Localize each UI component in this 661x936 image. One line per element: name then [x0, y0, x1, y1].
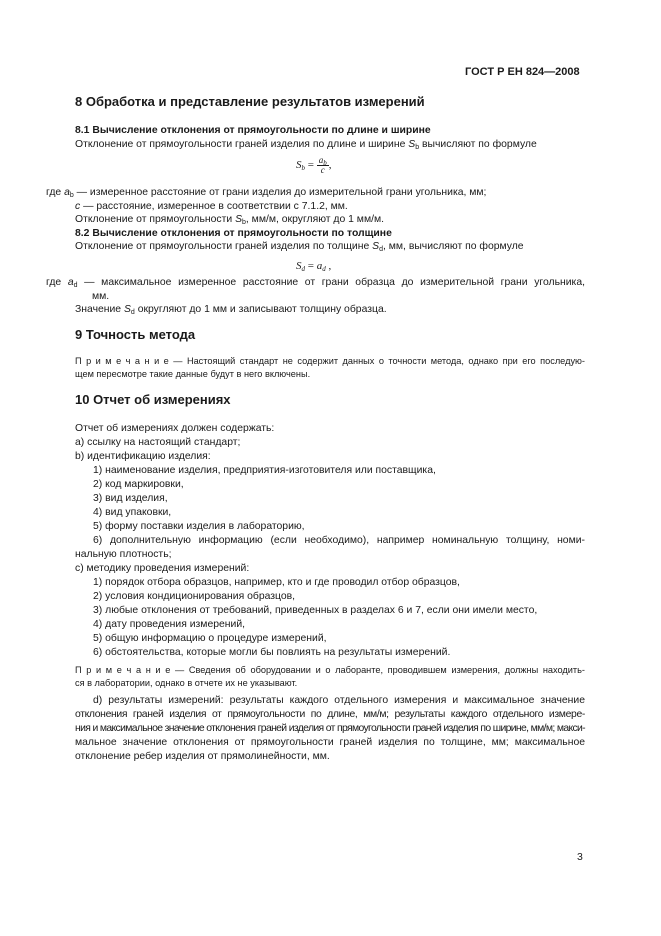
- item-c-4: 4) дату проведения измерений,: [93, 619, 246, 630]
- where-ad-cont: мм.: [92, 291, 110, 302]
- section-10-title: 10 Отчет об измерениях: [75, 392, 231, 407]
- section-8-title: 8 Обработка и представление результатов измерений: [75, 94, 425, 109]
- item-d-line-1: d) результаты измерений: результаты каждого отдельного измерения и максимальное значение: [93, 695, 585, 706]
- item-c-5: 5) общую информацию о процедуре измерений,: [93, 633, 327, 644]
- subsection-8-1-title: 8.1 Вычисление отклонения от прямоугольности по длине и ширине: [75, 125, 431, 136]
- item-b-6: 6) дополнительную информацию (если необходимо), например номинальную толщину, номи-: [93, 535, 585, 546]
- item-b-6-cont: нальную плотность;: [75, 549, 172, 560]
- item-b-3: 3) вид изделия,: [93, 493, 168, 504]
- note-label: П р и м е ч а н и е: [75, 356, 169, 366]
- item-d-line-2: отклонения граней изделия от прямоугольности по длине, мм/м; результаты каждого отдельного измере-: [75, 709, 585, 720]
- item-a: а) ссылку на настоящий стандарт;: [75, 437, 241, 448]
- item-b-1: 1) наименование изделия, предприятия-изготовителя или поставщика,: [93, 465, 436, 476]
- item-b: b) идентификацию изделия:: [75, 451, 211, 462]
- paragraph-8-2-intro: Отклонение от прямоугольности граней изделия по толщине $S_d$, мм, вычисляют по формуле: [75, 241, 524, 253]
- page-number: 3: [577, 851, 583, 863]
- item-b-4: 4) вид упаковки,: [93, 507, 172, 518]
- where-ad: где $a_d$ — максимальное измеренное расстояние от грани образца до измерительной грани угольника,: [46, 277, 585, 289]
- formula-fraction: $\frac{a_b}{c}$: [318, 155, 327, 175]
- rounding-sb: Отклонение от прямоугольности $S_b$, мм/м, округляют до 1 мм/м.: [75, 214, 385, 226]
- formula-sd: $S_d = a_d$ ,: [296, 260, 332, 273]
- item-d-line-3: ния и максимальное значение отклонения граней изделия от прямоугольности граней изделия по ширине, мм/м; макси-: [75, 723, 585, 734]
- paragraph-8-1-intro: Отклонение от прямоугольности граней изделия по длине и ширине $S_b$ вычисляют по формуле: [75, 139, 537, 151]
- item-c-2: 2) условия кондиционирования образцов,: [93, 591, 296, 602]
- section-10-note-cont: ся в лаборатории, однако в отчете их не указывают.: [75, 678, 298, 688]
- item-c-1: 1) порядок отбора образцов, например, кто и где проводил отбор образцов,: [93, 577, 460, 588]
- item-c-6: 6) обстоятельства, которые могли бы повлиять на результаты измерений.: [93, 647, 451, 658]
- rounding-sd: Значение $S_d$ округляют до 1 мм и записывают толщину образца.: [75, 304, 387, 316]
- subsection-8-2-title: 8.2 Вычисление отклонения от прямоугольности по толщине: [75, 228, 392, 239]
- document-code: ГОСТ Р ЕН 824—2008: [465, 66, 580, 78]
- item-b-5: 5) форму поставки изделия в лабораторию,: [93, 521, 305, 532]
- item-d-line-4: мальное значение отклонения от прямоугольности граней изделия по толщине, мм; максимальное: [75, 737, 585, 748]
- report-intro: Отчет об измерениях должен содержать:: [75, 423, 275, 434]
- item-d-line-5: отклонение ребер изделия от прямолинейности, мм.: [75, 751, 330, 762]
- section-9-title: 9 Точность метода: [75, 327, 196, 342]
- section-9-note: П р и м е ч а н и е — Настоящий стандарт не содержит данных о точности метода, однако при его последую-: [75, 356, 585, 366]
- item-b-2: 2) код маркировки,: [93, 479, 184, 490]
- where-ab: где $a_b$ — измеренное расстояние от грани изделия до измерительной грани угольника, мм;: [46, 187, 487, 199]
- item-c: с) методику проведения измерений:: [75, 563, 250, 574]
- item-c-3: 3) любые отклонения от требований, приведенных в разделах 6 и 7, если они имели место,: [93, 605, 538, 616]
- note-label-2: П р и м е ч а н и е: [75, 665, 171, 675]
- section-10-note: П р и м е ч а н и е — Сведения об оборудовании и о лаборанте, проводившем измерения, должны находить-: [75, 665, 585, 675]
- section-9-note-cont: щем пересмотре такие данные будут в него включены.: [75, 369, 311, 379]
- formula-sb: $S_b$ = $\frac{a_b}{c}$ ,: [296, 155, 332, 175]
- where-c: c — расстояние, измеренное в соответствии с 7.1.2, мм.: [75, 201, 348, 212]
